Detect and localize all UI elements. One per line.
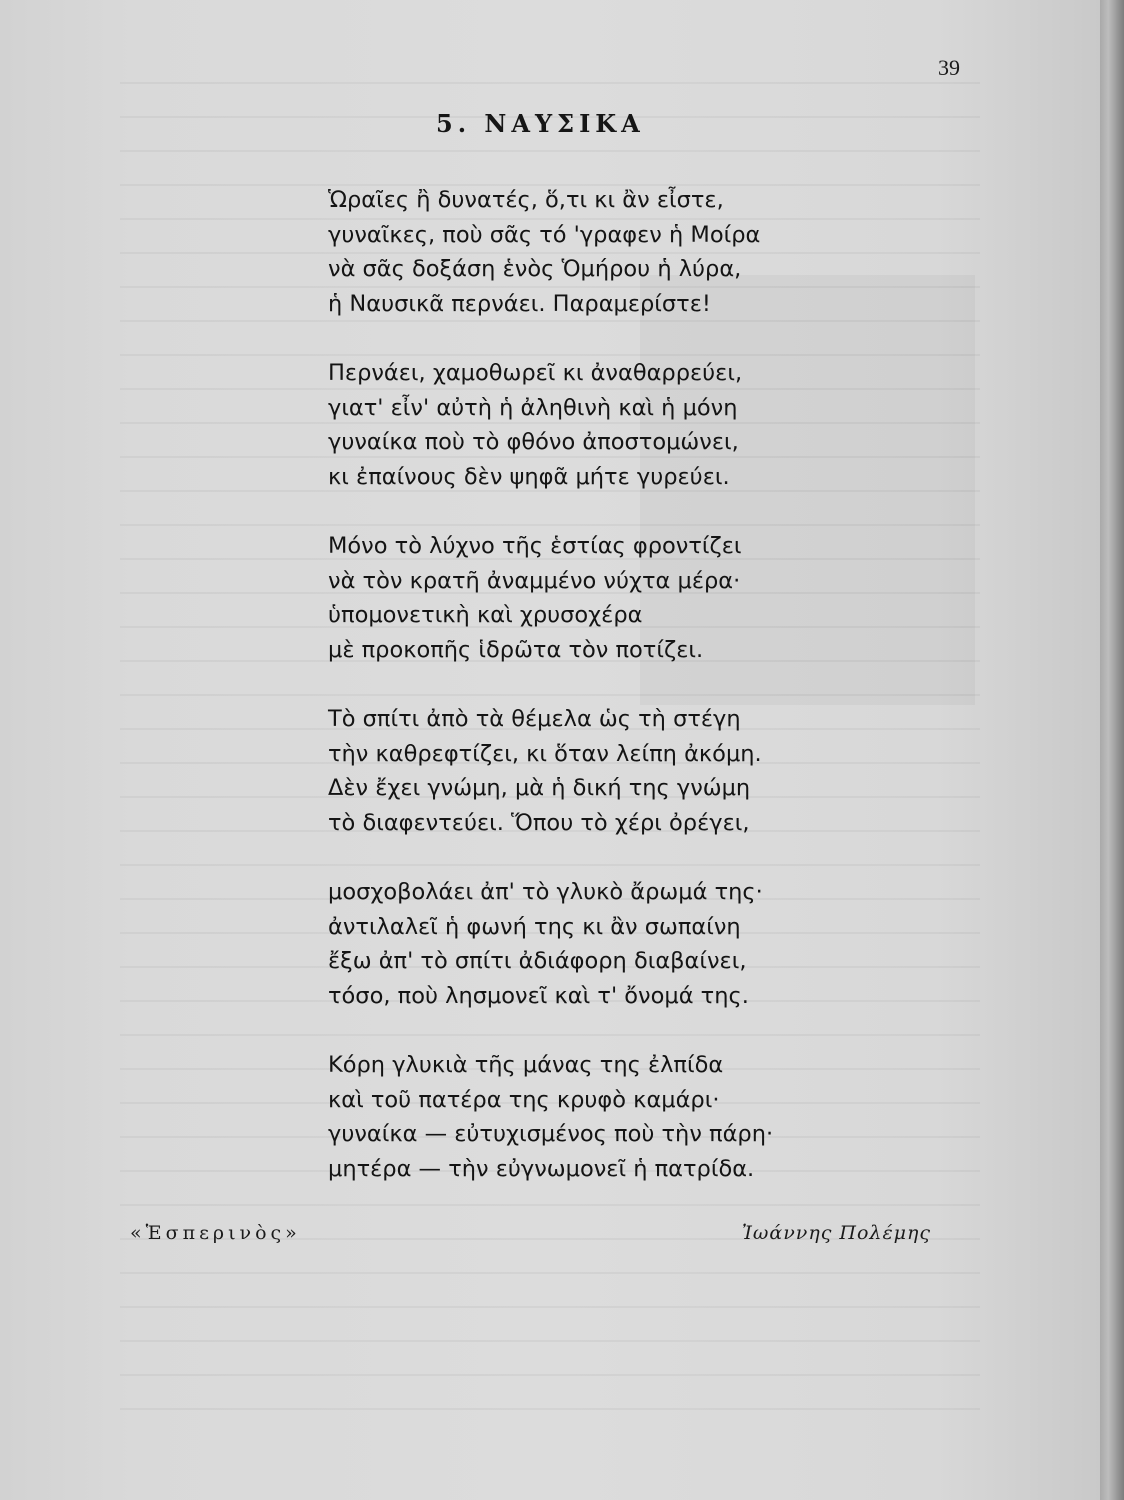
book-page-edge bbox=[1100, 0, 1124, 1500]
poem-line: Κόρη γλυκιὰ τῆς μάνας της ἐλπίδα bbox=[328, 1052, 724, 1078]
poem-line: γιατ' εἶν' αὐτὴ ἡ ἀληθινὴ καὶ ἡ μόνη bbox=[328, 394, 738, 421]
poem-line: τὴν καθρεφτίζει, κι ὅταν λείπη ἀκόμη. bbox=[328, 740, 762, 767]
poem-line: ἔξω ἀπ' τὸ σπίτι ἀδιάφορη διαβαίνει, bbox=[328, 948, 747, 974]
poem-line: τὸ διαφεντεύει. Ὅπου τὸ χέρι ὀρέγει, bbox=[328, 809, 750, 836]
stanza-4 bbox=[328, 702, 968, 840]
poem-line: νὰ σᾶς δοξάση ἑνὸς Ὁμήρου ἡ λύρα, bbox=[328, 256, 742, 282]
poem-line: μητέρα — τὴν εὐγνωμονεῖ ἡ πατρίδα. bbox=[328, 1155, 755, 1182]
poem-line: νὰ τὸν κρατῆ ἀναμμένο νύχτα μέρα· bbox=[328, 567, 741, 594]
stanza-3 bbox=[328, 529, 968, 667]
poem-line: ὑπομονετικὴ καὶ χρυσοχέρα bbox=[328, 602, 643, 628]
page-number: 39 bbox=[938, 55, 960, 80]
poem-line: γυναίκα — εὐτυχισμένος ποὺ τὴν πάρη· bbox=[328, 1121, 774, 1147]
poem-line: ἀντιλαλεῖ ἡ φωνή της κι ἂν σωπαίνη bbox=[328, 913, 741, 940]
source-attribution: «Ἑσπερινὸς» bbox=[130, 1222, 301, 1244]
stanza-2 bbox=[328, 356, 968, 494]
poem-line: τόσο, ποὺ λησμονεῖ καὶ τ' ὄνομά της. bbox=[328, 982, 749, 1009]
author-name: Ἰωάννης Πολέμης bbox=[742, 1222, 932, 1244]
poem-line: γυναίκα ποὺ τὸ φθόνο ἀποστομώνει, bbox=[328, 429, 739, 455]
poem-line: Ὡραῖες ἢ δυνατές, ὅ,τι κι ἂν εἶστε, bbox=[328, 187, 724, 213]
poem-line: γυναῖκες, ποὺ σᾶς τό 'γραφεν ἡ Μοίρα bbox=[328, 221, 761, 248]
poem-line: μοσχοβολάει ἀπ' τὸ γλυκὸ ἄρωμά της· bbox=[328, 879, 763, 905]
stanza-1 bbox=[328, 183, 968, 321]
poem-line: Περνάει, χαμοθωρεῖ κι ἀναθαρρεύει, bbox=[328, 360, 743, 386]
poem-line: Τὸ σπίτι ἀπὸ τὰ θέμελα ὡς τὴ στέγη bbox=[328, 706, 741, 732]
stanza-5 bbox=[328, 875, 968, 1013]
poem-line: ἡ Ναυσικᾶ περνάει. Παραμερίστε! bbox=[328, 290, 711, 317]
poem-line: Μόνο τὸ λύχνο τῆς ἑστίας φροντίζει bbox=[328, 533, 742, 559]
poem-body bbox=[328, 183, 968, 1186]
poem-line: κι ἐπαίνους δὲν ψηφᾶ μήτε γυρεύει. bbox=[328, 463, 730, 490]
stanza-6 bbox=[328, 1048, 968, 1186]
poem-line: καὶ τοῦ πατέρα της κρυφὸ καμάρι· bbox=[328, 1086, 720, 1113]
poem-line: μὲ προκοπῆς ἱδρῶτα τὸν ποτίζει. bbox=[328, 636, 704, 663]
poem-line: Δὲν ἔχει γνώμη, μὰ ἡ δική της γνώμη bbox=[328, 775, 751, 801]
poem-title: 5. ΝΑΥΣΙΚΑ bbox=[436, 109, 645, 138]
